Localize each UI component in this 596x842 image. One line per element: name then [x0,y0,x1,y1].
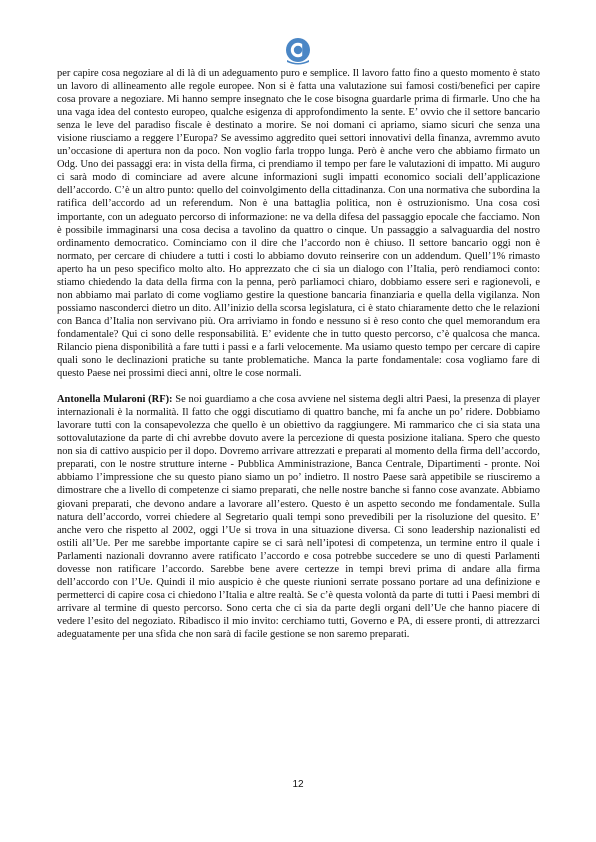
page-number: 12 [292,779,304,790]
logo-icon [283,36,313,66]
paragraph: per capire cosa negoziare al di là di un adeguamento puro e semplice. Il lavoro fatto fino a questo momento è stato un lavoro di allineamento alle regole europee. Non si è fatta una valutazione sui famosi costi/benefici per capire cosa provare a negoziare. Mi hanno sempre insegnato che le cose bisogna guardarle prima di firmarle. Uno che ha una vaga idea del contesto europeo, qualche esigenza di approfondimento la sente. E’ ovvio che il settore bancario senza le leve del paradiso fiscale è destinato a morire. Se noi domani ci apriamo, siamo sicuri che senza una visione riusciamo a reggere l’Europa? Se avessimo aggredito quei settori innovativi della finanza, avremmo avuto un’occasione di apertura non da poco. Non voglio farla troppo lunga. Però è anche vero che abbiamo firmato un Odg. Uno dei passaggi era: in vista della firma, ci prendiamo il tempo per fare le valutazioni di impatto. Mi auguro ci sarà modo di cominciare ad avere alcune informazioni sugli impatti economico sociali dell’applicazione dell’accordo. C’è un altro punto: quello del coinvolgimento della cittadinanza. Con una normativa che subordina la ratifica dell’accordo ad un referendum. Non è una battaglia politica, non è ostruzionismo. Una cosa così importante, con un adeguato percorso di informazione: ne va della difesa del passaggio epocale che facciamo. Non è possibile immaginarsi una cosa decisa a tavolino da quattro o cinque. Un passaggio a salvaguardia del nostro ordinamento democratico. Cominciamo con il dire che l’accordo non è chiuso. Il settore bancario oggi non è normato, per cercare di chiudere a tutti i costi lo abbiamo dovuto reinserire con un addendum. Quell’1% rimasto aperto ha un peso specifico molto alto. Ho apprezzato che ci sia un dialogo con l’Italia, però rendiamoci conto: stiamo chiedendo la data della firma con la penna, però parliamoci chiaro, dobbiamo essere seri e ragionevoli, e non abbiamo mai parlato di come vogliamo gestire la questione bancaria finanziaria e quella della vigilanza. Non possiamo nasconderci dietro un dito. All’inizio della scorsa legislatura, ci è stato chiaramente detto che le relazioni con Banca d’Italia non servivano più. Ora arriviamo in fondo e nessuno si è reso conto che quel memorandum era fondamentale? Qui ci sono delle responsabilità. E’ evidente che in tutto questo percorso, c’è qualcosa che manca. Rilancio piena disponibilità a fare tutti i passi e a farli velocemente. Ma usiamo questo tempo per cercare di capire quali sono le declinazioni pratiche su tante problematiche. Manca la parte fondamentale: cosa vogliamo fare di questo Paese nei prossimi dieci anni, oltre le cose normali. [57,68,540,380]
speaker-text: Se noi guardiamo a che cosa avviene nel sistema degli altri Paesi, la presenza di player internazionali è la normalità. Il fatto che oggi discutiamo di quattro banche, mi fa anche un po’ ridere. Dobbiamo lavorare tutti con la consapevolezza che quello è un obiettivo da raggiungere. Mi rammarico che ci sia stata una sottovalutazione da parte di chi avrebbe dovuto avere la percezione di questa posizione italiana. Spero che questo non sia di cattivo auspicio per il dopo. Dovremo arrivare attrezzati e preparati al momento della firma dell’accordo, preparati, con le nostre strutture interne - Pubblica Amministrazione, Banca Centrale, Dipartimenti - pronte. Noi abbiamo l’impressione che su questo piano siamo un po’ indietro. Il nostro Paese sarà appetibile se riusciremo a dimostrare che a livello di competenze ci siamo preparati, che nelle nostre banche si fanno cose avanzate. Abbiamo giovani preparati, che devono andare a lavorare all’estero. Questo è un aspetto secondo me fondamentale. Sulla natura dell’accordo, vorrei chiedere al Segretario quali tempi sono prevedibili per la risoluzione del quesito. E’ anche vero che rispetto al 2002, oggi l’Ue si trova in una situazione diversa. Ci sono leadership nazionalisti ed ostili all’Ue. Per me sarebbe importante capire se ci sarà nell’ipotesi di competenza, un termine entro il quale i Parlamenti nazionali dovranno avere ratificato l’accordo e cosa potrebbe succedere se uno di questi Parlamenti dovesse non ratificare l’accordo. Sarebbe bene avere certezze in tempi brevi prima di andare alla firma dell’accordo con l’Ue. Quindi il mio auspicio è che queste riunioni serrate possano portare ad una definizione e permetterci di capire cosa ci chiedono l’Italia e altre realtà. Se c’è questa volontà da parte di tutti i Paesi membri di arrivare al termine di questo percorso. Sono certa che ci sia da parte degli organi dell’Ue che hanno piacere di vedere l’esito del negoziato. Ribadisco il mio invito: cerchiamo tutti, Governo e PA, di essere pronti, di attrezzarci adeguatamente per una sfida che non sarà di facile gestione se non saremo preparati. [57,394,541,640]
paragraph-speaker [57,393,540,641]
document-body [57,67,540,641]
speaker-name: Antonella Mularoni (RF): [57,394,173,406]
